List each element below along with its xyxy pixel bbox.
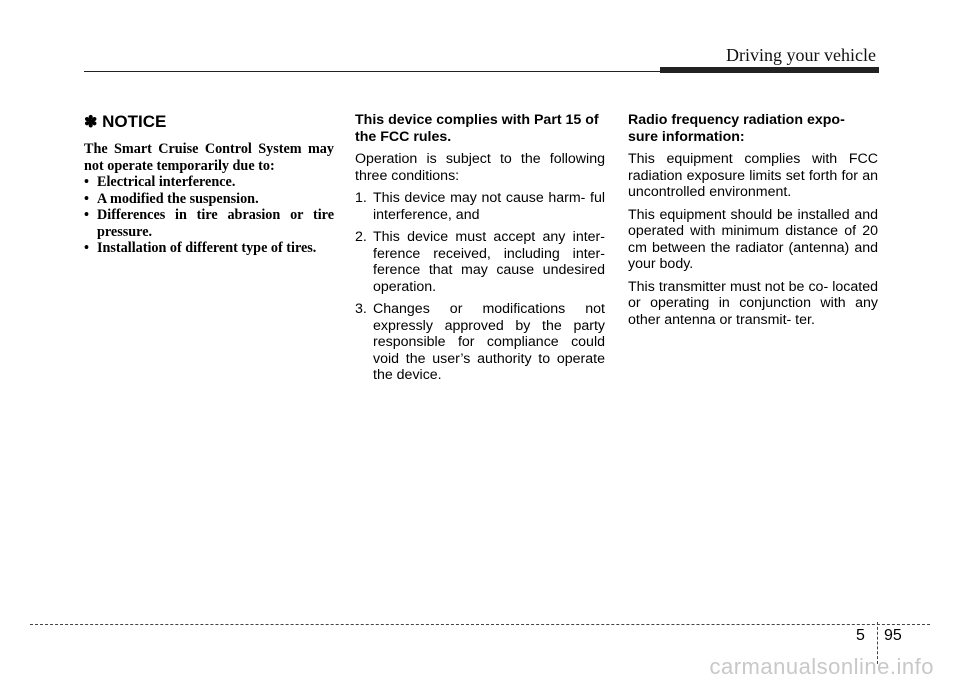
list-item — [355, 301, 605, 384]
page-header-title: Driving your vehicle — [726, 45, 876, 65]
notice-body — [84, 141, 334, 257]
fcc-heading: This device complies with Part 15 of the FCC rules. — [355, 112, 599, 145]
list-item-text: This device may not cause harm- ful interference, and — [373, 190, 605, 223]
header-rule-accent — [660, 67, 879, 73]
list-item-text: This device must accept any inter- ference received, including inter- ference that may cause undesired operation. — [373, 229, 605, 295]
list-item — [355, 190, 605, 223]
list-item — [355, 229, 605, 295]
list-item-number: 2. — [355, 229, 367, 245]
fcc-intro: Operation is subject to the following three conditions: — [355, 151, 605, 184]
list-item-number: 1. — [355, 190, 367, 206]
notice-star-icon: ✽ — [84, 114, 98, 131]
radio-column — [628, 112, 878, 334]
chapter-number: 5 — [856, 627, 865, 644]
list-item-number: 3. — [355, 301, 367, 317]
fcc-conditions — [355, 190, 605, 384]
notice-heading — [84, 112, 334, 133]
list-item: • Electrical interference. — [84, 174, 334, 191]
radio-paragraph: This transmitter must not be co- located or operating in conjunction with any other antenna or transmit- ter. — [628, 278, 878, 328]
notice-intro: The Smart Cruise Control System may not operate temporarily due to: — [84, 141, 334, 174]
watermark: carmanualsonline.info — [709, 654, 934, 679]
notice-list — [84, 174, 334, 257]
page-number: 95 — [884, 627, 902, 644]
list-item: • A modified the suspension. — [84, 191, 334, 208]
list-item-text: Changes or modifications not expressly approved by the party responsible for compliance could void the user’s authority to operate the device. — [373, 301, 605, 383]
notice-heading-text: NOTICE — [102, 112, 167, 131]
header-rule — [84, 71, 660, 72]
radio-paragraph: This equipment complies with FCC radiation exposure limits set forth for an uncontrolled environment. — [628, 151, 878, 200]
fcc-column — [355, 112, 605, 390]
footer-rule — [30, 624, 930, 625]
notice-column — [84, 112, 334, 257]
list-item: • Installation of different type of tires. — [84, 240, 334, 257]
radio-paragraph: This equipment should be installed and operated with minimum distance of 20 cm between the radiator (antenna) and your body. — [628, 206, 878, 272]
list-item: • Differences in tire abrasion or tire pressure. — [84, 207, 334, 240]
radio-heading: Radio frequency radiation expo- sure information: — [628, 112, 845, 145]
